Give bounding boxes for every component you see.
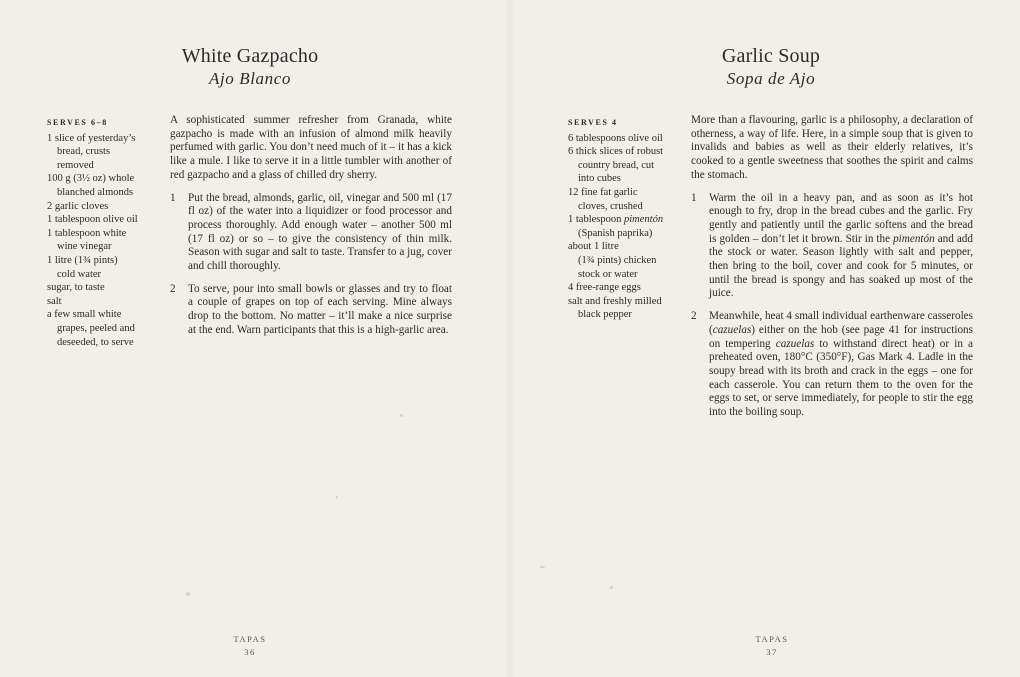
ingredient-item xyxy=(568,213,684,240)
ingredient-line: about 1 litre xyxy=(568,241,619,253)
method-steps xyxy=(170,192,452,338)
ingredient-continuation: cloves, crushed xyxy=(578,200,643,212)
ingredient-continuation: (Spanish paprika) xyxy=(578,227,653,239)
recipe-subtitle: Sopa de Ajo xyxy=(726,69,816,88)
step-number: 1 xyxy=(170,191,176,204)
page-number: 36 xyxy=(244,647,256,657)
ingredient-line: 1 slice of yesterday’s xyxy=(47,132,136,144)
ingredient-line: 6 thick slices of robust xyxy=(568,146,664,158)
recipe-title: Garlic Soup xyxy=(721,45,821,67)
step-number: 2 xyxy=(170,282,176,295)
ingredient-line: 1 litre (1¾ pints) xyxy=(47,254,118,266)
intro-paragraph: A sophisticated summer refresher from Granada, white gazpacho is made with an infusion of almond milk heavily perfumed with garlic. You don’t need much of it – it has a kick like a mule. I like to serve it in a little tumbler with another of red gazpacho and a glass of chilled dry sherry. xyxy=(170,114,452,181)
recipe-title-block xyxy=(706,44,836,90)
ingredient-item xyxy=(568,281,684,295)
recipe-body xyxy=(170,114,452,347)
ingredient-line: 1 tablespoon pimentón xyxy=(568,214,664,226)
ingredient-item xyxy=(47,295,159,309)
ingredient-item xyxy=(47,200,159,214)
recipe-subtitle: Ajo Blanco xyxy=(208,69,291,88)
method-step xyxy=(691,192,973,302)
paper-speck xyxy=(540,566,545,568)
method-step xyxy=(170,192,452,274)
ingredient-line: 2 garlic cloves xyxy=(47,200,109,212)
ingredient-item xyxy=(47,308,159,349)
step-number: 1 xyxy=(691,191,697,204)
section-name: TAPAS xyxy=(233,634,267,644)
recipe-title: White Gazpacho xyxy=(181,45,319,67)
step-text: To serve, pour into small bowls or glasses and try to float a couple of grapes on top of each serving. Mine always drop to the bottom. No matter – it’ll make a nice surprise at the end. Warn participants that this is a high-garlic area. xyxy=(188,282,452,336)
ingredient-line: 4 free-range eggs xyxy=(568,282,641,294)
method-steps xyxy=(691,192,973,420)
ingredient-list xyxy=(568,116,684,322)
ingredient-continuation: blanched almonds xyxy=(57,186,134,198)
ingredient-continuation: wine vinegar xyxy=(57,241,112,253)
ingredient-line: a few small white xyxy=(47,309,122,321)
paper-speck xyxy=(610,586,613,589)
intro-paragraph: More than a flavouring, garlic is a philosophy, a declaration of otherness, a way of life. Here, in a simple soup that is given to invalids and babies as well as their elderly relatives, it’s cooked to a gentle sweetness that soothes the spirit and calms the stomach. xyxy=(691,114,973,181)
ingredient-continuation: country bread, cut xyxy=(578,159,655,171)
italic-term: cazuelas xyxy=(775,337,815,350)
italic-term: pimentón xyxy=(624,214,664,226)
ingredient-line: 100 g (3½ oz) whole xyxy=(47,173,135,185)
ingredient-item xyxy=(47,254,159,281)
ingredient-continuation: cold water xyxy=(57,268,102,280)
ingredient-continuation: black pepper xyxy=(578,309,632,321)
ingredient-continuation: grapes, peeled and xyxy=(57,322,135,334)
method-step xyxy=(691,310,973,420)
step-text: Meanwhile, heat 4 small individual earthenware casseroles (cazuelas) either on the hob (see page 41 for instructions on tempering cazuelas to withstand direct heat) or in a preheated oven, 180°C (350°F), Gas Mark 4. Ladle in the soupy bread with its broth and crack in the eggs – one for each casserole. You can return them to the oven for the eggs to set, or serve immediately, for people to stir the egg into the boiling soup. xyxy=(709,310,973,419)
serves-label: SERVES 4 xyxy=(568,118,618,127)
serves-label: SERVES 6–8 xyxy=(47,118,108,127)
step-number: 2 xyxy=(691,310,697,323)
ingredient-items xyxy=(47,132,159,350)
ingredient-continuation: (1¾ pints) chicken xyxy=(578,254,657,266)
ingredient-item xyxy=(568,186,684,213)
paper-speck xyxy=(336,496,338,499)
recipe-body xyxy=(691,114,973,429)
ingredient-item xyxy=(47,132,159,173)
ingredient-item xyxy=(47,172,159,199)
step-text: Warm the oil in a heavy pan, and as soon as it’s hot enough to fry, drop in the bread cubes and the garlic. Fry gently and patiently until the garlic softens and the bread is golden – don’t let it brown. Stir in the pimentón and add the stock or water. Season lightly with salt and pepper, then bring to the boil, cover and cook for 5 minutes, or until the bread is spongy and has soaked up most of the juice. xyxy=(709,191,973,300)
ingredient-continuation: removed xyxy=(57,159,94,171)
recipe-title-block xyxy=(176,44,324,90)
page-footer xyxy=(742,633,802,659)
page-footer xyxy=(220,633,280,659)
method-step xyxy=(170,283,452,338)
step-text: Put the bread, almonds, garlic, oil, vinegar and 500 ml (17 fl oz) of the water into a liquidizer or food processor and process thoroughly. Add enough water – another 500 ml (17 fl oz) or so – to give the consistency of thin milk. Season with sugar and salt to taste. Transfer to a jug, cover and chill thoroughly. xyxy=(188,191,452,273)
right-page xyxy=(510,0,1020,677)
ingredient-continuation: deseeded, to serve xyxy=(57,336,134,348)
ingredient-item xyxy=(47,281,159,295)
ingredient-item xyxy=(568,240,684,281)
ingredient-line: 6 tablespoons olive oil xyxy=(568,132,663,144)
ingredient-continuation: bread, crusts xyxy=(57,146,111,158)
ingredient-item xyxy=(568,145,684,186)
paper-speck xyxy=(186,592,190,596)
ingredient-item xyxy=(568,132,684,146)
ingredient-line: salt xyxy=(47,295,62,307)
ingredient-line: sugar, to taste xyxy=(47,282,105,294)
ingredient-line: 1 tablespoon white xyxy=(47,227,127,239)
ingredient-line: 12 fine fat garlic xyxy=(568,186,638,198)
page-number: 37 xyxy=(766,647,778,657)
paper-speck xyxy=(400,414,403,417)
italic-term: cazuelas xyxy=(712,323,752,336)
ingredient-continuation: into cubes xyxy=(578,173,621,185)
ingredient-line: salt and freshly milled xyxy=(568,295,662,307)
section-name: TAPAS xyxy=(755,634,789,644)
ingredient-continuation: stock or water xyxy=(578,268,638,280)
ingredient-item xyxy=(47,227,159,254)
italic-term: pimentón xyxy=(893,232,935,245)
ingredient-line: 1 tablespoon olive oil xyxy=(47,214,138,226)
ingredient-item xyxy=(47,213,159,227)
ingredient-item xyxy=(568,295,684,322)
ingredient-list xyxy=(47,116,159,349)
ingredient-items xyxy=(568,132,684,322)
